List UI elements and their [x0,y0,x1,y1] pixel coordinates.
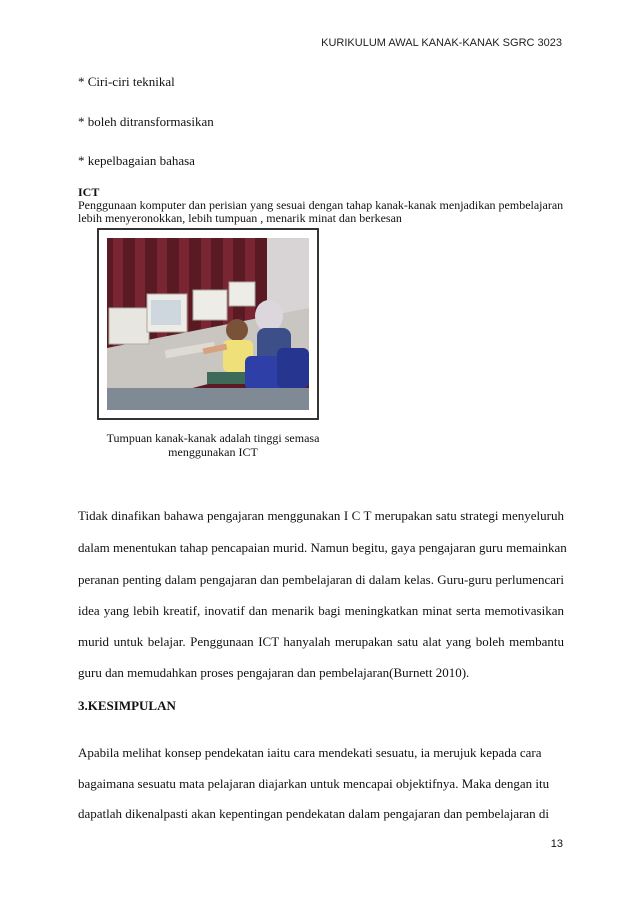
bullet-item: * boleh ditransformasikan [78,114,214,129]
figure-caption [97,431,329,459]
paragraph-line: Tidak dinafikan bahawa pengajaran menggunakan I C T merupakan satu strategi menyeluruh [78,508,564,523]
paragraph-line: murid untuk belajar. Penggunaan ICT hanyalah merupakan satu alat yang boleh membantu [78,634,564,649]
ict-text-line: Penggunaan komputer dan perisian yang sesuai dengan tahap kanak-kanak menjadikan pembelajaran [78,198,564,212]
bullet-item: * kepelbagaian bahasa [78,153,195,168]
paragraph-line: bagaimana sesuatu mata pelajaran diajarkan untuk mencapai objektifnya. Maka dengan itu [78,776,550,791]
bullet-item: * Ciri-ciri teknikal [78,74,175,89]
classroom-photo [107,238,309,410]
caption-line: menggunakan ICT [168,445,258,459]
figure-frame [97,228,319,420]
section-heading: 3.KESIMPULAN [78,698,176,713]
paragraph-line: dapatlah dikenalpasti akan kepentingan pendekatan dalam pengajaran dan pembelajaran di [78,806,550,821]
page-number: 13 [550,838,563,850]
caption-line: Tumpuan kanak-kanak adalah tinggi semasa [106,431,320,445]
paragraph-line: Apabila melihat konsep pendekatan iaitu cara mendekati sesuatu, ia merujuk kepada cara [78,745,542,760]
paragraph-line: dalam menentukan tahap pencapaian murid. Namun begitu, gaya pengajaran guru memainkan [78,540,567,555]
classroom-photo-illustration [107,238,309,410]
ict-title: ICT [78,185,100,199]
page-header: KURIKULUM AWAL KANAK-KANAK SGRC 3023 [321,37,562,49]
ict-section [78,186,568,225]
paragraph-line: guru dan memudahkan proses pengajaran dan pembelajaran(Burnett 2010). [78,665,470,680]
paragraph-line: peranan penting dalam pengajaran dan pembelajaran di dalam kelas. Guru-guru perlumencari [78,572,564,587]
ict-text-line: lebih menyeronokkan, lebih tumpuan , menarik minat dan berkesan [78,211,402,225]
paragraph-line: idea yang lebih kreatif, inovatif dan menarik bagi meningkatkan minat serta memotivasikan [78,603,564,618]
